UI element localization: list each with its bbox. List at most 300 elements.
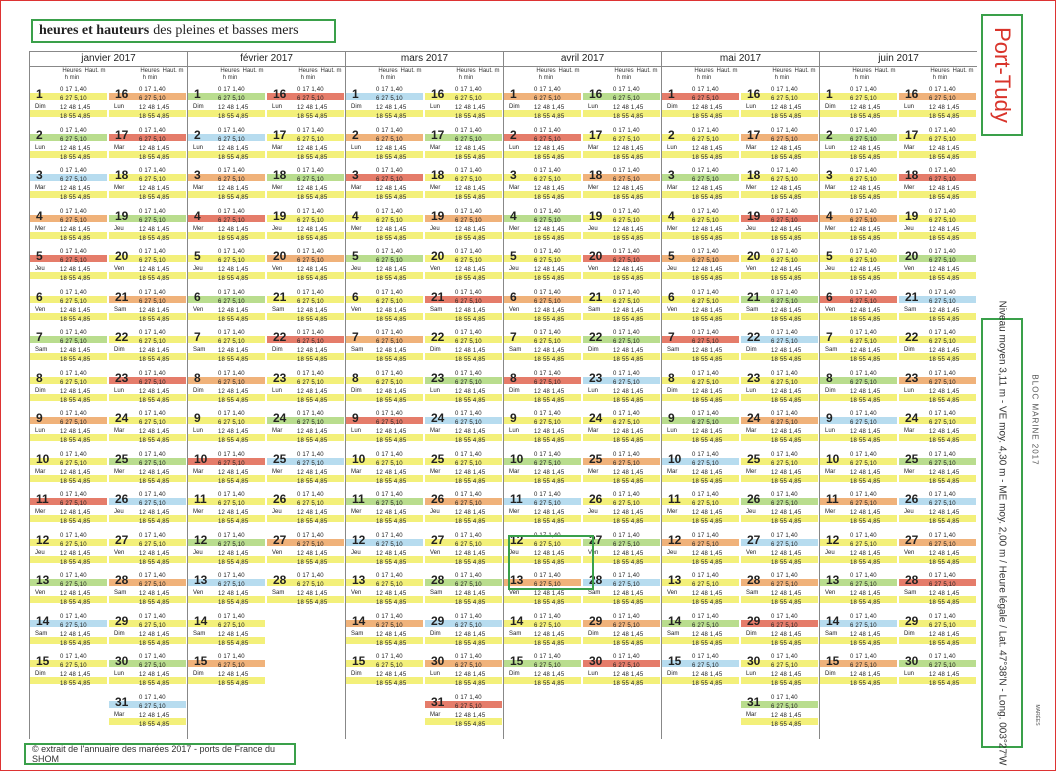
day-number: 27 <box>431 532 445 547</box>
tide-line: 18 55 4,85 <box>297 235 328 242</box>
day-cell <box>899 85 976 125</box>
tide-line: 12 48 1,45 <box>929 550 960 557</box>
tide-line: 0 17 1,40 <box>60 370 87 377</box>
weekday: Dim <box>114 630 125 637</box>
tide-line: 12 48 1,45 <box>455 631 486 638</box>
tide-line: 0 17 1,40 <box>218 370 245 377</box>
tide-line: 18 55 4,85 <box>376 681 407 687</box>
tide-line: 12 48 1,45 <box>929 307 960 314</box>
tide-line: 0 17 1,40 <box>455 87 482 93</box>
tide-line: 6 27 5,10 <box>139 663 166 669</box>
tide-line: 0 17 1,40 <box>929 532 956 539</box>
day-cell <box>583 369 660 409</box>
tide-line: 6 27 5,10 <box>613 96 640 102</box>
column-header-label: Haut. m <box>874 68 896 74</box>
weekday: Sam <box>904 590 917 596</box>
tide-line: 18 55 4,85 <box>60 600 91 606</box>
weekday: Sam <box>825 630 838 637</box>
day-number: 2 <box>510 127 517 142</box>
tide-line: 6 27 5,10 <box>218 298 245 305</box>
tide-line: 12 48 1,45 <box>218 550 249 557</box>
tide-line: 12 48 1,45 <box>692 226 723 233</box>
column-headers <box>662 67 819 85</box>
tide-line: 6 27 5,10 <box>297 217 324 224</box>
tide-line: 12 48 1,45 <box>297 550 328 557</box>
tide-line: 12 48 1,45 <box>455 712 486 719</box>
day-cell <box>504 652 581 692</box>
tide-line: 0 17 1,40 <box>771 532 798 539</box>
tide-line: 0 17 1,40 <box>613 370 640 377</box>
tide-line: 0 17 1,40 <box>771 451 798 458</box>
day-number: 23 <box>273 370 287 385</box>
tide-line: 0 17 1,40 <box>850 289 877 296</box>
day-cell <box>30 490 107 530</box>
weekday: Ven <box>272 549 283 556</box>
tide-line: 0 17 1,40 <box>850 330 877 336</box>
day-cell <box>30 288 107 328</box>
day-cell <box>109 288 186 328</box>
day-number: 20 <box>589 249 603 263</box>
tide-line: 6 27 5,10 <box>850 217 877 224</box>
tide-line: 6 27 5,10 <box>534 177 561 183</box>
day-number: 13 <box>668 573 682 587</box>
tide-line: 0 17 1,40 <box>218 492 245 498</box>
day-cell <box>188 531 265 571</box>
day-number: 15 <box>36 654 50 668</box>
day-cell <box>820 85 897 125</box>
tide-line: 6 27 5,10 <box>455 663 482 669</box>
weekday: Sam <box>430 306 443 313</box>
tide-line: 6 27 5,10 <box>613 622 640 629</box>
tide-line: 0 17 1,40 <box>771 168 798 174</box>
day-number: 6 <box>194 289 201 304</box>
weekday: Sam <box>509 630 522 637</box>
tide-line: 12 48 1,45 <box>376 510 407 516</box>
weekday: Dim <box>588 347 599 353</box>
tide-line: 0 17 1,40 <box>534 613 561 620</box>
tide-line: 12 48 1,45 <box>929 226 960 233</box>
tide-line: 18 55 4,85 <box>929 559 960 566</box>
tide-line: 18 55 4,85 <box>771 721 802 728</box>
weekday: Mar <box>35 468 46 475</box>
day-cell <box>267 369 344 409</box>
tide-line: 12 48 1,45 <box>613 267 644 273</box>
tide-line: 6 27 5,10 <box>534 217 561 224</box>
day-number: 11 <box>826 492 839 506</box>
tide-line: 18 55 4,85 <box>139 519 170 525</box>
day-cell <box>504 126 581 166</box>
tide-line: 0 17 1,40 <box>850 654 877 660</box>
tide-line: 6 27 5,10 <box>692 217 719 224</box>
tide-line: 12 48 1,45 <box>60 550 91 557</box>
day-number: 24 <box>273 411 287 425</box>
day-number: 28 <box>115 573 129 587</box>
tide-line: 12 48 1,45 <box>613 388 644 395</box>
tide-line: 0 17 1,40 <box>60 208 87 215</box>
tide-line: 18 55 4,85 <box>929 276 960 282</box>
weekday: Dim <box>351 671 362 677</box>
tide-line: 6 27 5,10 <box>850 298 877 305</box>
tide-line: 12 48 1,45 <box>139 226 170 233</box>
tide-line: 0 17 1,40 <box>297 451 324 458</box>
weekday: Dim <box>193 671 204 677</box>
tide-line: 18 55 4,85 <box>613 154 644 161</box>
tide-line: 0 17 1,40 <box>218 330 245 336</box>
tide-line: 0 17 1,40 <box>455 492 482 498</box>
tide-line: 12 48 1,45 <box>60 631 91 638</box>
tide-line: 18 55 4,85 <box>613 519 644 525</box>
tide-line: 18 55 4,85 <box>850 357 881 363</box>
tide-line: 18 55 4,85 <box>139 397 170 404</box>
tide-line: 18 55 4,85 <box>850 235 881 242</box>
tide-line: 12 48 1,45 <box>455 348 486 354</box>
tide-line: 18 55 4,85 <box>139 559 170 566</box>
tide-line: 0 17 1,40 <box>376 654 403 660</box>
day-number: 8 <box>194 370 201 385</box>
day-cell <box>899 247 976 287</box>
tide-line: 6 27 5,10 <box>929 501 956 507</box>
column-header-label: Heures h min <box>614 68 634 81</box>
day-cell <box>425 531 502 571</box>
tide-line: 0 17 1,40 <box>929 87 956 93</box>
day-cell <box>899 571 976 611</box>
tide-line: 18 55 4,85 <box>455 681 486 687</box>
tide-line: 0 17 1,40 <box>850 370 877 377</box>
tide-line: 6 27 5,10 <box>455 582 482 588</box>
tide-line: 6 27 5,10 <box>218 420 245 426</box>
day-number: 13 <box>36 573 50 587</box>
tide-line: 12 48 1,45 <box>218 186 249 192</box>
tide-line: 6 27 5,10 <box>692 663 719 669</box>
tide-line: 18 55 4,85 <box>692 438 723 444</box>
port-info: Niveau moyen 3,11 m - VE moy. 4,30 m - ME moy. 2,00 m / Heure légale / Lat. 47°38'N - Long. 003°27'W <box>996 300 1008 766</box>
day-cell <box>267 571 344 611</box>
weekday: Mar <box>588 428 599 434</box>
day-cell <box>346 450 423 490</box>
tide-line: 12 48 1,45 <box>850 591 881 597</box>
day-cell <box>741 247 818 287</box>
day-cell <box>425 612 502 652</box>
tide-line: 0 17 1,40 <box>613 330 640 336</box>
weekday: Lun <box>667 144 678 151</box>
day-cell <box>583 409 660 449</box>
tide-line: 18 55 4,85 <box>297 397 328 404</box>
tide-line: 18 55 4,85 <box>60 681 91 687</box>
weekday: Ven <box>509 590 520 596</box>
weekday: Mar <box>746 144 757 151</box>
tide-line: 18 55 4,85 <box>850 397 881 404</box>
tide-line: 12 48 1,45 <box>771 672 802 678</box>
tide-line: 0 17 1,40 <box>929 249 956 255</box>
day-cell <box>899 369 976 409</box>
weekday: Ven <box>193 590 204 596</box>
tide-line: 6 27 5,10 <box>613 298 640 305</box>
tide-line: 6 27 5,10 <box>297 541 324 548</box>
tide-line: 18 55 4,85 <box>534 154 565 161</box>
tide-line: 18 55 4,85 <box>297 316 328 323</box>
day-cell <box>741 126 818 166</box>
tide-line: 18 55 4,85 <box>613 316 644 323</box>
tide-line: 6 27 5,10 <box>771 379 798 386</box>
weekday: Mar <box>114 428 125 434</box>
weekday: Jeu <box>509 266 519 272</box>
weekday: Jeu <box>351 549 361 556</box>
tide-line: 0 17 1,40 <box>455 532 482 539</box>
tide-line: 0 17 1,40 <box>139 613 166 620</box>
tide-line: 18 55 4,85 <box>60 114 91 120</box>
day-number: 16 <box>589 87 603 101</box>
footer-text: © extrait de l'annuaire des marées 2017 - ports de France du SHOM <box>32 744 275 764</box>
weekday: Mer <box>746 468 757 475</box>
tide-line: 6 27 5,10 <box>850 622 877 629</box>
tide-line: 6 27 5,10 <box>139 217 166 224</box>
weekday: Dim <box>35 671 46 677</box>
tide-line: 18 55 4,85 <box>929 195 960 201</box>
day-cell <box>820 450 897 490</box>
column-header-label: Haut. m <box>320 68 342 74</box>
day-number: 26 <box>905 492 919 506</box>
tide-line: 0 17 1,40 <box>850 492 877 498</box>
weekday: Mar <box>272 428 283 434</box>
tide-line: 12 48 1,45 <box>929 672 960 678</box>
tide-line: 18 55 4,85 <box>218 519 249 525</box>
day-cell <box>504 288 581 328</box>
day-number: 17 <box>905 127 919 142</box>
tide-line: 0 17 1,40 <box>218 411 245 417</box>
weekday: Mer <box>114 468 125 475</box>
tide-line: 6 27 5,10 <box>929 96 956 102</box>
tide-line: 18 55 4,85 <box>692 316 723 323</box>
tide-line: 18 55 4,85 <box>534 316 565 323</box>
day-number: 12 <box>36 532 50 547</box>
tide-line: 18 55 4,85 <box>139 600 170 606</box>
weekday: Ven <box>667 590 678 596</box>
day-number: 14 <box>36 613 50 628</box>
tide-line: 0 17 1,40 <box>929 289 956 296</box>
tide-line: 0 17 1,40 <box>771 411 798 417</box>
day-number: 7 <box>826 330 833 344</box>
day-number: 19 <box>747 208 761 223</box>
weekday: Mer <box>272 468 283 475</box>
day-cell <box>109 490 186 530</box>
tide-line: 12 48 1,45 <box>534 429 565 435</box>
weekday: Dim <box>193 387 204 394</box>
day-cell <box>267 450 344 490</box>
weekday: Jeu <box>35 266 45 272</box>
tide-line: 0 17 1,40 <box>60 168 87 174</box>
tide-line: 0 17 1,40 <box>297 87 324 93</box>
tide-line: 12 48 1,45 <box>771 388 802 395</box>
day-cell <box>820 652 897 692</box>
tide-line: 18 55 4,85 <box>60 235 91 242</box>
weekday: Jeu <box>825 266 835 272</box>
day-number: 15 <box>352 654 366 668</box>
tide-line: 0 17 1,40 <box>850 127 877 134</box>
tide-line: 6 27 5,10 <box>376 258 403 264</box>
tide-line: 12 48 1,45 <box>60 591 91 597</box>
day-number: 23 <box>905 370 919 385</box>
tide-line: 12 48 1,45 <box>692 105 723 111</box>
tide-line: 0 17 1,40 <box>771 492 798 498</box>
tide-line: 0 17 1,40 <box>771 330 798 336</box>
tide-line: 18 55 4,85 <box>613 640 644 647</box>
tide-line: 0 17 1,40 <box>534 492 561 498</box>
weekday: Lun <box>667 428 678 434</box>
tide-line: 18 55 4,85 <box>771 438 802 444</box>
tide-line: 18 55 4,85 <box>218 397 249 404</box>
tide-line: 12 48 1,45 <box>613 672 644 678</box>
weekday: Dim <box>825 387 836 394</box>
day-number: 30 <box>747 654 761 668</box>
tide-line: 12 48 1,45 <box>929 388 960 395</box>
tide-line: 6 27 5,10 <box>929 622 956 629</box>
tide-line: 12 48 1,45 <box>218 510 249 516</box>
tide-line: 12 48 1,45 <box>139 388 170 395</box>
tide-line: 12 48 1,45 <box>139 631 170 638</box>
tide-line: 6 27 5,10 <box>218 217 245 224</box>
day-number: 21 <box>747 289 761 304</box>
tide-line: 6 27 5,10 <box>139 622 166 629</box>
tide-line: 18 55 4,85 <box>771 397 802 404</box>
day-cell <box>662 166 739 206</box>
tide-line: 0 17 1,40 <box>692 289 719 296</box>
tide-line: 18 55 4,85 <box>376 316 407 323</box>
tide-line: 18 55 4,85 <box>613 397 644 404</box>
day-number: 28 <box>273 573 287 587</box>
tide-line: 12 48 1,45 <box>455 105 486 111</box>
tide-line: 18 55 4,85 <box>376 600 407 606</box>
tide-line: 0 17 1,40 <box>455 330 482 336</box>
tide-line: 18 55 4,85 <box>692 114 723 120</box>
weekday: Lun <box>746 387 757 394</box>
tide-line: 0 17 1,40 <box>534 573 561 579</box>
weekday: Ven <box>351 306 362 313</box>
tide-line: 12 48 1,45 <box>455 672 486 678</box>
day-number: 17 <box>747 127 761 142</box>
weekday: Jeu <box>588 509 598 515</box>
tide-line: 0 17 1,40 <box>850 573 877 579</box>
day-cell <box>820 612 897 652</box>
tide-line: 6 27 5,10 <box>218 582 245 588</box>
day-number: 9 <box>36 411 43 425</box>
day-number: 25 <box>115 451 129 466</box>
tide-line: 6 27 5,10 <box>850 379 877 386</box>
tide-line: 6 27 5,10 <box>850 136 877 143</box>
tide-line: 6 27 5,10 <box>929 379 956 386</box>
weekday: Mer <box>430 185 441 191</box>
day-cell <box>583 288 660 328</box>
day-cell <box>583 571 660 611</box>
tide-line: 12 48 1,45 <box>297 307 328 314</box>
day-cell <box>188 288 265 328</box>
weekday: Mar <box>430 428 441 434</box>
tide-line: 18 55 4,85 <box>218 640 249 647</box>
tide-line: 0 17 1,40 <box>60 613 87 620</box>
tide-line: 12 48 1,45 <box>929 591 960 597</box>
tide-line: 6 27 5,10 <box>534 541 561 548</box>
day-number: 8 <box>36 370 43 385</box>
weekday: Mer <box>193 509 204 515</box>
tide-line: 6 27 5,10 <box>376 622 403 629</box>
tide-line: 6 27 5,10 <box>60 177 87 183</box>
weekday: Ven <box>588 549 599 556</box>
day-cell <box>662 328 739 368</box>
weekday: Jeu <box>114 225 124 232</box>
tide-line: 6 27 5,10 <box>771 217 798 224</box>
tide-line: 18 55 4,85 <box>376 357 407 363</box>
weekday: Dim <box>35 104 46 110</box>
tide-line: 12 48 1,45 <box>850 307 881 314</box>
day-number: 23 <box>115 370 129 385</box>
tide-line: 6 27 5,10 <box>218 136 245 143</box>
day-number: 28 <box>589 573 603 587</box>
tide-line: 0 17 1,40 <box>929 370 956 377</box>
tide-table <box>29 51 981 739</box>
day-cell <box>346 166 423 206</box>
tide-line: 0 17 1,40 <box>139 127 166 134</box>
day-number: 31 <box>115 694 129 709</box>
tide-line: 6 27 5,10 <box>534 582 561 588</box>
tide-line: 6 27 5,10 <box>771 420 798 426</box>
tide-line: 6 27 5,10 <box>60 501 87 507</box>
tide-line: 18 55 4,85 <box>376 640 407 647</box>
tide-line: 0 17 1,40 <box>771 289 798 296</box>
tide-line: 6 27 5,10 <box>139 420 166 426</box>
tide-line: 6 27 5,10 <box>455 420 482 426</box>
weekday: Mar <box>351 185 362 191</box>
tide-line: 12 48 1,45 <box>376 591 407 597</box>
tide-line: 6 27 5,10 <box>534 460 561 467</box>
tide-line: 6 27 5,10 <box>850 258 877 264</box>
tide-line: 12 48 1,45 <box>534 591 565 597</box>
day-cell <box>820 288 897 328</box>
tide-line: 12 48 1,45 <box>929 105 960 111</box>
weekday: Mer <box>351 509 362 515</box>
day-number: 2 <box>826 127 833 142</box>
day-cell <box>109 652 186 692</box>
day-number: 11 <box>36 492 49 506</box>
tide-line: 0 17 1,40 <box>534 654 561 660</box>
day-number: 10 <box>510 451 524 466</box>
tide-line: 6 27 5,10 <box>929 217 956 224</box>
tide-line: 12 48 1,45 <box>139 105 170 111</box>
tide-line: 12 48 1,45 <box>534 226 565 233</box>
weekday: Jeu <box>193 549 203 556</box>
tide-line: 6 27 5,10 <box>929 582 956 588</box>
day-number: 21 <box>273 289 287 304</box>
tide-line: 6 27 5,10 <box>376 379 403 386</box>
month-header: janvier 2017 <box>30 51 187 67</box>
tide-line: 6 27 5,10 <box>455 217 482 224</box>
month-column <box>503 51 661 739</box>
day-cell <box>662 207 739 247</box>
day-number: 20 <box>905 249 919 263</box>
column-headers <box>820 67 977 85</box>
tide-line: 18 55 4,85 <box>771 195 802 201</box>
day-number: 27 <box>273 532 287 547</box>
day-cell <box>30 531 107 571</box>
tide-line: 12 48 1,45 <box>297 510 328 516</box>
weekday: Ven <box>114 549 125 556</box>
weekday: Ven <box>904 266 915 272</box>
tide-line: 18 55 4,85 <box>60 276 91 282</box>
tide-line: 6 27 5,10 <box>850 420 877 426</box>
tide-line: 18 55 4,85 <box>771 357 802 363</box>
weekday: Lun <box>193 428 204 434</box>
weekday: Mer <box>825 509 836 515</box>
tide-line: 6 27 5,10 <box>376 96 403 102</box>
tide-line: 18 55 4,85 <box>455 397 486 404</box>
